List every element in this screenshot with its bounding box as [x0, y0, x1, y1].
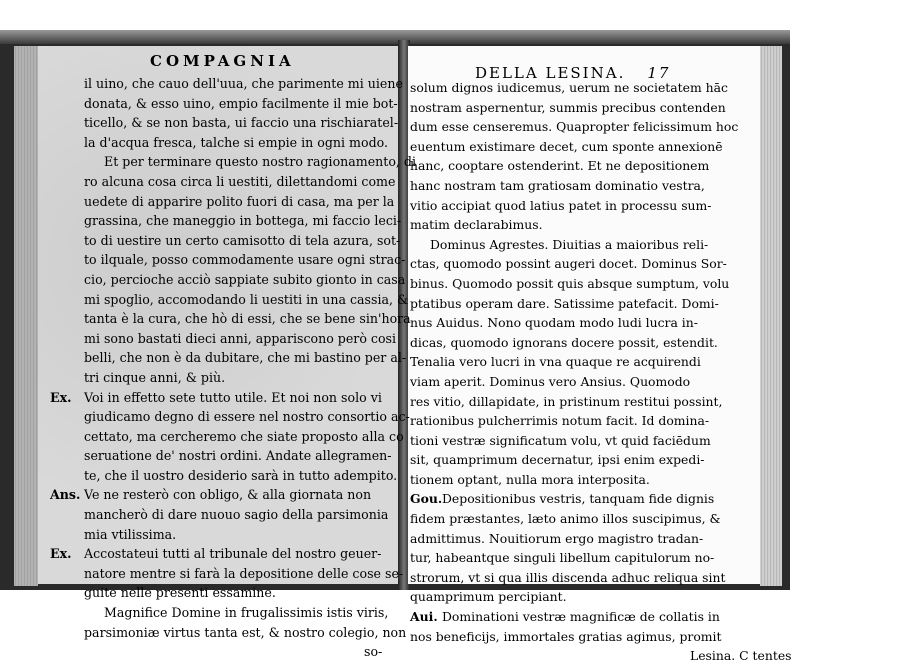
line-text: Dominus Agrestes. Diuitias a maioribus reli- — [430, 236, 709, 252]
line-text: tanta è la cura, che hò di essi, che se bene sin'hora — [84, 311, 411, 327]
text-line — [410, 531, 760, 551]
right-page-text — [410, 80, 792, 668]
line-text: cio, percioche acciò sappiate subito gionto in casa — [84, 271, 406, 287]
line-text: to di uestire un certo camisotto di tela azura, sot- — [84, 232, 401, 248]
line-text: vitio accipiat quod latius patet in processu sum- — [410, 197, 712, 213]
line-text: Et per terminare questo nostro ragionamento, di — [104, 154, 417, 170]
text-line — [410, 256, 760, 276]
line-text: mancherò di dare nuouo sagio della parsimonia — [84, 507, 389, 523]
text-line — [410, 609, 760, 629]
text-line — [410, 335, 760, 355]
speaker-label: Ex. — [50, 546, 72, 562]
line-text: sit, quamprimum decernatur, ipsi enim expedi- — [410, 452, 705, 468]
text-line — [410, 452, 760, 472]
line-text: Dominationi vestræ magnificæ de collatis in — [442, 609, 720, 625]
line-text: Voi in effetto sete tutto utile. Et noi non solo vi — [84, 389, 382, 405]
text-line — [410, 589, 760, 609]
line-text: guite nelle presenti essamine. — [84, 585, 276, 601]
line-text: nus Auidus. Nono quodam modo ludi lucra in- — [410, 315, 698, 331]
line-text: mi spoglio, accomodando li uestiti in una cassia, & — [84, 291, 409, 307]
text-line — [410, 354, 760, 374]
line-text: mia vtilissima. — [84, 526, 177, 542]
text-line — [410, 511, 760, 531]
line-text: viam aperit. Dominus vero Ansius. Quomodo — [410, 373, 691, 389]
speaker-label: Ans. — [50, 487, 81, 503]
text-line — [84, 605, 400, 625]
left-page-text — [50, 76, 417, 664]
line-text: dum esse censeremus. Quapropter felicissimum hoc — [410, 119, 739, 135]
line-text: natore mentre si farà la depositione delle cose se- — [84, 565, 404, 581]
line-text: ptatibus operam dare. Satissime patefacit. Domi- — [410, 295, 719, 311]
text-line — [410, 217, 760, 237]
right-page-edges — [760, 46, 782, 586]
text-line — [84, 271, 406, 292]
text-line — [410, 491, 760, 511]
text-line — [50, 546, 400, 566]
text-line — [410, 570, 760, 590]
text-line — [410, 158, 760, 178]
text-line — [410, 296, 760, 316]
speaker-label: Aui. — [410, 609, 438, 625]
text-line — [84, 507, 400, 527]
line-text: Tenalia vero lucri in vna quaque re acquirendi — [410, 354, 701, 370]
text-line — [84, 350, 407, 370]
line-text: nos beneficijs, immortales gratias agimus, promit — [410, 628, 722, 644]
line-text: mi sono bastati dieci anni, appariscono però cosi — [84, 330, 397, 346]
line-text: quamprimum percipiant. — [410, 589, 567, 605]
line-text: donata, & esso uino, empio facilmente il mie bot- — [84, 95, 398, 111]
text-line — [410, 198, 760, 218]
text-line — [410, 100, 760, 120]
text-line — [410, 648, 792, 668]
text-line — [84, 76, 403, 96]
text-line — [84, 233, 400, 253]
right-header-title: DELLA LESINA. — [475, 64, 626, 82]
text-line — [84, 174, 400, 194]
text-line — [410, 80, 760, 100]
text-line — [84, 135, 400, 155]
text-line — [84, 468, 400, 488]
text-line — [84, 291, 409, 312]
book-top-edge — [0, 30, 790, 44]
text-line — [84, 194, 400, 214]
text-line — [84, 409, 410, 429]
text-line — [410, 374, 760, 394]
line-text: ticello, & se non basta, ui faccio una rischiaratel- — [84, 115, 399, 131]
line-text: fidem præstantes, læto animo illos suscipimus, & — [410, 511, 721, 527]
text-line — [84, 565, 404, 586]
line-text: binus. Quomodo possit quis absque sumptum, volu — [410, 275, 730, 291]
line-text: admittimus. Nouitiorum ergo magistro tradan- — [410, 530, 704, 546]
text-line — [84, 154, 417, 174]
line-text: Magnifice Domine in frugalissimis istis viris, — [104, 605, 389, 621]
line-text: te, che il uostro desiderio sarà in tutto adempito. — [84, 467, 398, 483]
text-line — [410, 139, 760, 159]
text-line — [84, 527, 400, 547]
line-text: il uino, che cauo dell'uua, che parimente mi uiene — [84, 76, 403, 91]
text-line — [410, 413, 760, 433]
line-text: hanc nostram tam gratiosam dominatio vestra, — [410, 177, 705, 193]
text-line — [410, 433, 760, 453]
line-text: grassina, che maneggio in bottega, mi faccio leci- — [84, 213, 402, 229]
line-text: rationibus pulcherrimis notum facit. Id domina- — [410, 413, 710, 429]
text-line — [84, 585, 400, 605]
speaker-label: Ex. — [50, 389, 72, 405]
text-line — [50, 487, 400, 507]
line-text: ro alcuna cosa circa li uestiti, dilettandomi come — [84, 173, 396, 189]
line-text: cettato, ma cercheremo che siate proposto alla co — [84, 428, 404, 444]
line-text: uedete di apparire polito fuori di casa, ma per la — [84, 193, 395, 209]
line-text: tionem optant, nulla mora interposita. — [410, 471, 650, 487]
line-text: belli, che non è da dubitare, che mi bastino per al- — [84, 350, 407, 366]
line-text: la d'acqua fresca, talche si empie in ogni modo. — [84, 134, 389, 150]
text-line — [50, 389, 400, 410]
line-text: matim declarabimus. — [410, 217, 543, 233]
speaker-label: Gou. — [410, 491, 443, 507]
catchword: Lesina. C tentes — [690, 648, 792, 664]
text-line — [410, 394, 760, 414]
line-text: dicas, quomodo ignorans docere possit, estendit. — [410, 334, 718, 350]
line-text: Ve ne resterò con obligo, & alla giornata non — [84, 487, 372, 503]
catchword: so- — [364, 644, 383, 660]
text-line — [84, 370, 400, 390]
line-text: res vitio, dillapidate, in pristinum restitui possint, — [410, 393, 723, 409]
text-line — [84, 624, 407, 645]
line-text: to ilquale, posso commodamente usare ogni strac- — [84, 252, 406, 268]
line-text: parsimoniæ virtus tanta est, & nostro colegio, non — [84, 624, 407, 640]
line-text: tur, habeantque singuli libellum capitulorum no- — [410, 550, 715, 566]
line-text: solum dignos iudicemus, uerum ne societatem hāc — [410, 80, 728, 95]
text-line — [410, 472, 760, 492]
left-page-edges — [14, 46, 38, 586]
line-text: tri cinque anni, & più. — [84, 369, 226, 385]
text-line — [84, 115, 400, 135]
text-line — [410, 550, 760, 570]
line-text: strorum, vt si qua illis discenda adhuc reliqua sint — [410, 569, 726, 585]
line-text: tioni vestræ significatum volu, vt quid faciēdum — [410, 432, 711, 448]
text-line — [84, 96, 400, 116]
line-text: giudicamo degno di essere nel nostro consortio ac- — [84, 409, 410, 425]
text-line — [84, 252, 406, 272]
text-line — [84, 311, 411, 331]
text-line — [410, 119, 760, 139]
line-text: seruatione de' nostri ordini. Andate allegramen- — [84, 448, 392, 464]
line-text: hanc, cooptare ostenderint. Et ne depositionem — [410, 158, 710, 174]
text-line — [410, 629, 760, 649]
line-text: ctas, quomodo possint augeri docet. Dominus Sor- — [410, 256, 727, 272]
text-line — [84, 644, 400, 664]
line-text: Accostateui tutti al tribunale del nostro geuer- — [84, 546, 382, 562]
text-line — [84, 331, 400, 351]
text-line — [84, 448, 400, 468]
text-line — [410, 276, 760, 296]
line-text: nostram aspernentur, summis precibus contenden — [410, 99, 726, 115]
text-line — [84, 213, 400, 233]
page-number: 17 — [647, 64, 671, 82]
text-line — [410, 178, 760, 198]
line-text: Depositionibus vestris, tanquam fide dignis — [442, 491, 715, 507]
left-running-header: COMPAGNIA — [150, 52, 295, 70]
text-line — [410, 315, 760, 335]
line-text: euentum existimare decet, cum sponte annexionē — [410, 138, 723, 154]
text-line — [410, 237, 760, 257]
text-line — [84, 428, 404, 449]
